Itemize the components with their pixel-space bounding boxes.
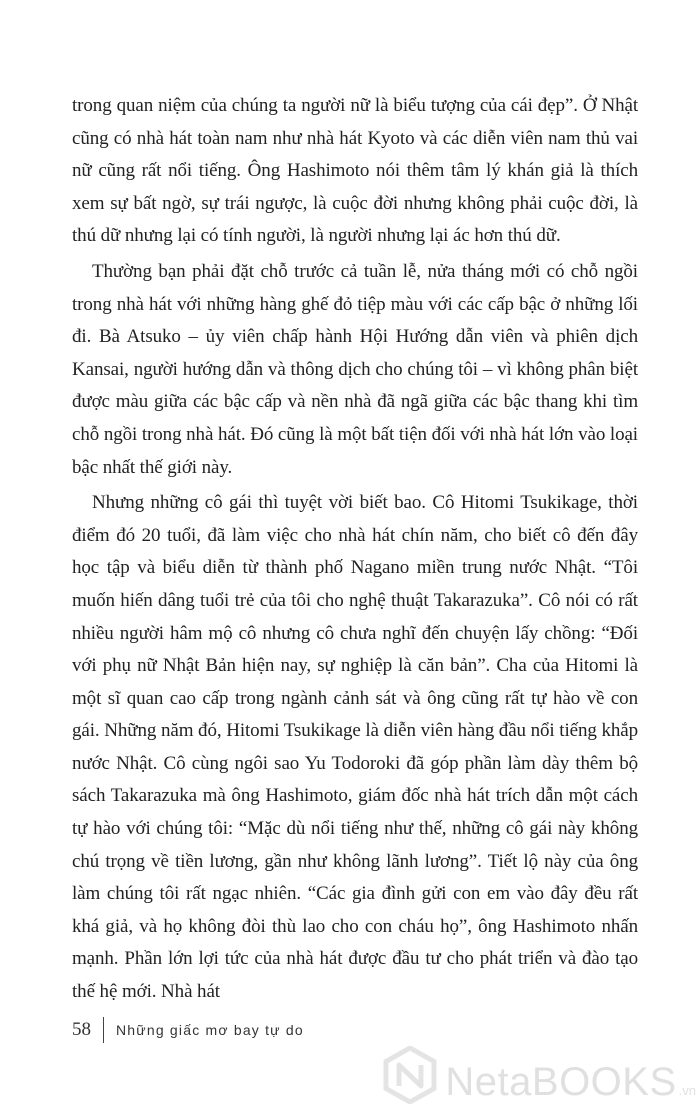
paragraph-1: trong quan niệm của chúng ta người nữ là biểu tượng của cái đẹp”. Ở Nhật cũng có nhà hát toàn nam như nhà hát Kyoto và các diễn viên nam thủ vai nữ cũng rất nổi tiếng. Ông Hashimoto nói thêm tâm lý khán giả là thích xem sự bất ngờ, sự trái ngược, là cuộc đời nhưng không phải cuộc đời, là thú dữ nhưng lại có tính người, là người nhưng lại ác hơn thú dữ.	[72, 95, 638, 247]
watermark-text: NetaBOOKS	[445, 1060, 677, 1104]
watermark-suffix: .vn	[678, 1083, 696, 1098]
paragraph-3: Nhưng những cô gái thì tuyệt vời biết bao. Cô Hitomi Tsukikage, thời điểm đó 20 tuổi, đã làm việc cho nhà hát chín năm, cho biết cô đến đây học tập và biểu diễn từ thành phố Nagano miền trung nước Nhật. “Tôi muốn hiến dâng tuổi trẻ của tôi cho nghệ thuật Takarazuka”. Cô nói có rất nhiều người hâm mộ cô nhưng cô chưa nghĩ đến chuyện lấy chồng: “Đối với phụ nữ Nhật Bản hiện nay, sự nghiệp là căn bản”. Cha của Hitomi là một sĩ quan cao cấp trong ngành cảnh sát và ông cũng rất tự hào về con gái. Những năm đó, Hitomi Tsukikage là diễn viên hàng đầu nổi tiếng khắp nước Nhật. Cô cùng ngôi sao Yu Todoroki đã góp phần làm dày thêm bộ sách Takarazuka mà ông Hashimoto, giám đốc nhà hát trích dẫn một cách tự hào với chúng tôi: “Mặc dù nổi tiếng như thế, những cô gái này không chú trọng về tiền lương, gần như không lãnh lương”. Tiết lộ này của ông làm chúng tôi rất ngạc nhiên. “Các gia đình gửi con em vào đây đều rất khá giả, và họ không đòi thù lao cho con cháu họ”, ông Hashimoto nhấn mạnh. Phần lớn lợi tức của nhà hát được đầu tư cho phát triển và đào tạo thế hệ mới. Nhà hát	[72, 492, 638, 1003]
netabooks-logo-icon	[381, 1046, 439, 1104]
page-footer	[72, 1016, 304, 1044]
watermark	[381, 1046, 696, 1104]
running-book-title: Những giấc mơ bay tự do	[116, 1022, 304, 1038]
footer-divider	[103, 1017, 104, 1043]
page-body	[72, 90, 638, 1009]
paragraph-2: Thường bạn phải đặt chỗ trước cả tuần lễ, nửa tháng mới có chỗ ngồi trong nhà hát với những hàng ghế đỏ tiệp màu với các cấp bậc ở những lối đi. Bà Atsuko – ủy viên chấp hành Hội Hướng dẫn viên và phiên dịch Kansai, người hướng dẫn và thông dịch cho chúng tôi – vì không phân biệt được màu giữa các bậc cấp và nền nhà đã ngã giữa các bậc thang khi tìm chỗ ngồi trong nhà hát. Đó cũng là một bất tiện đối với nhà hát lớn vào loại bậc nhất thế giới này.	[72, 260, 638, 478]
page-number: 58	[72, 1019, 91, 1040]
